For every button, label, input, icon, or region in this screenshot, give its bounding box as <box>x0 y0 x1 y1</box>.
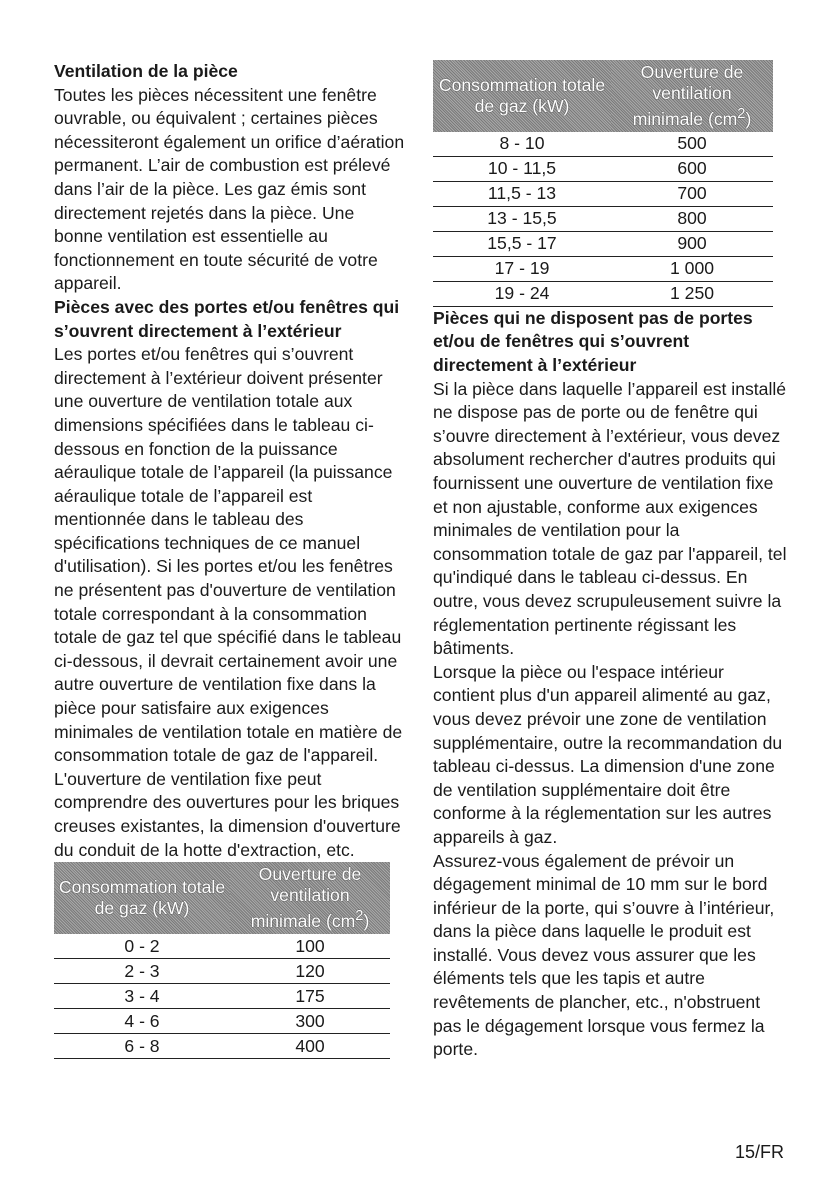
cell-consumption: 2 - 3 <box>54 959 230 984</box>
no-doors-paragraph: Si la pièce dans laquelle l’appareil est installé ne dispose pas de porte ou de fenêtre qui s’ouvre directement à l’extérieur, vous devez absolument rechercher d'autres produits qui fournissent une ouverture de ventilation fixe et non ajustable, conforme aux exigences minimales de ventilation pour la consommation totale de gaz par l'appareil, tel qu'indiqué dans le tableau ci-dessus. En outre, vous devez scrupuleusement suivre la réglementation pertinente régissant les bâtiments. <box>433 378 787 659</box>
header-gas-consumption: Consommation totale de gaz (kW) <box>54 862 230 934</box>
table-row <box>54 959 390 984</box>
cell-consumption: 8 - 10 <box>433 132 611 157</box>
header-paren: ) <box>745 108 752 129</box>
cell-consumption: 0 - 2 <box>54 934 230 959</box>
cell-opening: 1 000 <box>611 256 773 281</box>
cell-opening: 1 250 <box>611 281 773 306</box>
cell-opening: 300 <box>230 1009 390 1034</box>
cell-opening: 400 <box>230 1034 390 1059</box>
cell-opening: 600 <box>611 156 773 181</box>
table-row <box>54 984 390 1009</box>
cell-consumption: 11,5 - 13 <box>433 181 611 206</box>
table-row <box>433 181 773 206</box>
right-column <box>433 60 788 1062</box>
cell-opening: 700 <box>611 181 773 206</box>
cell-opening: 900 <box>611 231 773 256</box>
cell-consumption: 6 - 8 <box>54 1034 230 1059</box>
cell-consumption: 4 - 6 <box>54 1009 230 1034</box>
table-row <box>433 156 773 181</box>
header-min-ventilation-text: Ouverture de ventilation minimale (cm <box>250 864 362 932</box>
table-header-row <box>433 60 773 132</box>
subheading-no-doors-outside: Pièces qui ne disposent pas de portes et/ou de fenêtres qui s’ouvrent directement à l’extérieur <box>433 307 753 376</box>
cell-opening: 800 <box>611 206 773 231</box>
cell-consumption: 13 - 15,5 <box>433 206 611 231</box>
table-row <box>433 281 773 306</box>
header-min-ventilation <box>611 60 773 132</box>
cell-consumption: 10 - 11,5 <box>433 156 611 181</box>
ventilation-table-right <box>433 60 773 307</box>
subheading-doors-outside: Pièces avec des portes et/ou fenêtres qui s’ouvrent directement à l’extérieur <box>54 296 400 341</box>
left-column <box>54 60 408 1059</box>
section-heading: Ventilation de la pièce <box>54 61 238 81</box>
table-row <box>54 934 390 959</box>
multiple-appliances-paragraph: Lorsque la pièce ou l'espace intérieur contient plus d'un appareil alimenté au gaz, vous devez prévoir une zone de ventilation supplémentaire, outre la recommandation du tableau ci-dessus. La dimension d'une zone de ventilation supplémentaire doit être conforme à la réglementation sur les autres appareils à gaz. <box>433 661 783 847</box>
table-row <box>433 132 773 157</box>
intro-paragraph: Toutes les pièces nécessitent une fenêtre ouvrable, ou équivalent ; certaines pièces nécessiteront également un orifice d’aération permanent. L’air de combustion est prélevé dans l’air de la pièce. Les gaz émis sont directement rejetés dans la pièce. Une bonne ventilation est essentielle au fonctionnement en toute sécurité de votre appareil. <box>54 84 405 294</box>
cell-consumption: 19 - 24 <box>433 281 611 306</box>
table-row <box>54 1009 390 1034</box>
cell-opening: 500 <box>611 132 773 157</box>
door-clearance-paragraph: Assurez-vous également de prévoir un dégagement minimal de 10 mm sur le bord inférieur de la porte, qui s’ouvre à l’intérieur, dans la pièce dans laquelle le produit est installé. Vous devez vous assurer que les éléments tels que les tapis et autre revêtements de plancher, etc., n'obstruent pas le dégagement lorsque vous fermez la porte. <box>433 850 775 1060</box>
table-row <box>433 256 773 281</box>
header-gas-consumption: Consommation totale de gaz (kW) <box>433 60 611 132</box>
cell-opening: 100 <box>230 934 390 959</box>
header-min-ventilation <box>230 862 390 934</box>
cell-consumption: 3 - 4 <box>54 984 230 1009</box>
table-row <box>433 206 773 231</box>
header-paren: ) <box>363 911 370 932</box>
page-number: 15/FR <box>734 1142 784 1162</box>
ventilation-table-left <box>54 862 390 1059</box>
header-min-ventilation-text: Ouverture de ventilation minimale (cm <box>632 62 744 129</box>
header-superscript: 2 <box>737 106 746 122</box>
table-row <box>433 231 773 256</box>
cell-consumption: 15,5 - 17 <box>433 231 611 256</box>
doors-outside-paragraph: Les portes et/ou fenêtres qui s’ouvrent directement à l’extérieur doivent présenter une ouverture de ventilation totale aux dimensions spécifiées dans le tableau ci-dessous en fonction de la puissance aéraulique totale de l’appareil (la puissance aéraulique totale de l’appareil est mentionnée dans le tableau des spécifications techniques de ce manuel d'utilisation). Si les portes et/ou les fenêtres ne présentent pas d'ouverture de ventilation totale correspondant à la consommation totale de gaz tel que spécifié dans le tableau ci-dessous, il devrait certainement avoir une autre ouverture de ventilation fixe dans la pièce pour satisfaire aux exigences minimales de ventilation totale en matière de consommation totale de gaz de l'appareil. L'ouverture de ventilation fixe peut comprendre des ouvertures pour les briques creuses existantes, la dimension d'ouverture du conduit de la hotte d'extraction, etc. <box>54 344 403 860</box>
cell-consumption: 17 - 19 <box>433 256 611 281</box>
table-row <box>54 1034 390 1059</box>
header-superscript: 2 <box>355 908 364 925</box>
table-header-row <box>54 862 390 934</box>
cell-opening: 120 <box>230 959 390 984</box>
cell-opening: 175 <box>230 984 390 1009</box>
